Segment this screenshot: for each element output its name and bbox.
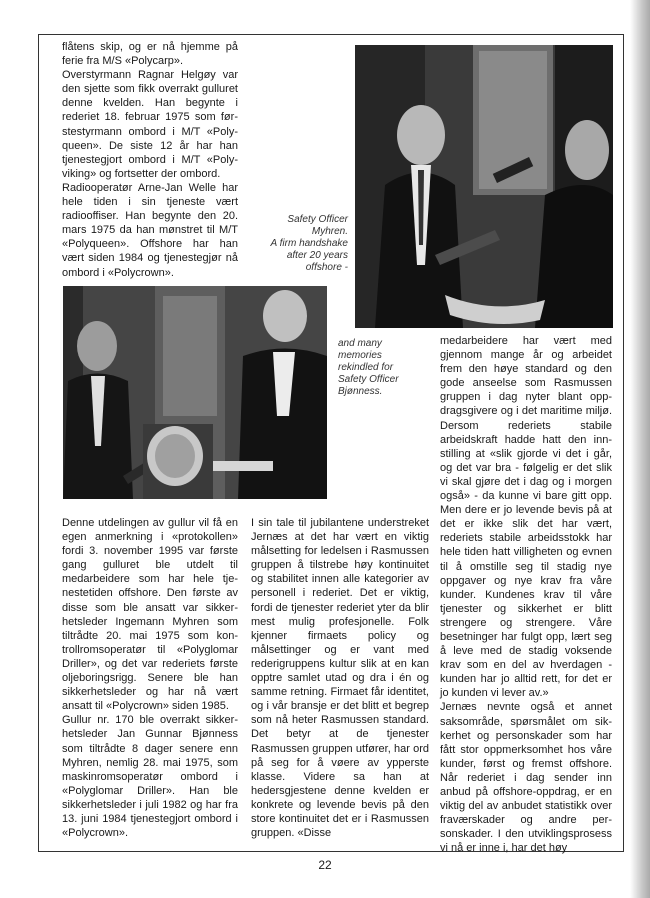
paragraph: I sin tale til jubilantene understreket Jernæs at det har vært en viktig målsetting for ledelsen i Rasmussen gruppen å tilstrebe høy kontinuitet og stabilitet innen alle kategorier av personell i rederiet. Det er viktig, fordi de tjenester rederiet yter da blir mest mulig profesjonelle. Folk kjenner firmaets policy og målsettinger og er vant med rederigruppens kultur slik at en kan opptre samlet utad og dra i én og samme retning. Firmaet får identitet, og i vår bransje er det blitt et begrep som nå heter Rasmussen standard. Det betyr at de tjenester Rasmussen gruppen utfører, har ord på seg for å vøere av ypperste klasse. Videre sa han at hedersgjestene denne kvelden er konkrete og levende bevis på den store kontinuitet det er i Rasmussen gruppen. «Disse [251,517,429,840]
paragraph: Radiooperatør Arne-Jan Welle har hele tiden i sin tjeneste vært radiooffiser. Han begynte den 20. mars 1975 da han mønstret til M/T «Polyqueen». Offshore har han vært siden 1984 og tjenestegjør nå ombord i «Polycrown». [62,181,238,279]
paragraph: medarbeidere har vært med gjennom mange år og arbeidet frem den høye standard og den gode anseelse som Rasmussen gruppen i dag nyter blant oppdragsgivere og i det maritime miljø. Dersom rederiets stabile arbeidskraft hadde hatt den innstilling at «slik gjorde vi det i går, og det var bra - følgelig er det slik vi skal gjøre det i dag og i morgen også» - da kunne vi bare gitt opp. Men dere er jo levende bevis på at det er ikke slik det har vært, rederiets stabile arbeidsstokk har hele tiden hatt villigheten og evnen til å omstille seg til stadig nye oppgaver og nye krav fra våre kunder. Kundenes krav til våre tjenester og sikkerhet er blitt strengere og strengere. Våre besetninger har fulgt opp, lært seg å leve med de stadig voksende krav som en del av hverdagen - kunden har jo alltid rett, for det er jo kunden vi lever av.» [440,335,612,700]
text-column-right [440,334,612,855]
text-column-bottom-middle [251,516,429,840]
text-column-top-left [62,40,238,280]
paragraph: Denne utdelingen av gullur vil få en egen anmerkning i «protokollen» fordi 3. november 1995 var første gang gulluret ble utdelt til medarbeidere som har hele tjenestetiden offshore. Den første av disse som ble ansatt var sikkerhetsleder Ingemann Myhren som tiltrådte 20. mai 1975 som kontrollromsoperatør til «Polyglomar Driller», og det var rederiets første oljeboringsrigg. Senere ble han sikkerhetsleder og har nå vært ansatt til «Polycrown» siden 1985. [62,517,238,713]
photo-caption-top: Safety Officer Myhren. A firm handshake after 20 years offshore - [270,214,348,273]
paragraph: Overstyrmann Ragnar Helgøy var den sjette som fikk overrakt gulluret denne kvelden. Han begynte i rederiet 18. februar 1975 som førstestyrmann ombord i M/T «Polyqueen». De siste 12 år har han tjenestegjort ombord i M/T «Polyviking» og fortsetter der ombord. [62,69,238,180]
page-number: 22 [318,858,332,872]
text-column-bottom-left [62,516,238,840]
paragraph: Jernæs nevnte også et annet saksområde, spørsmålet om sikkerhet og personskader som har fått stor oppmerksomhet hos våre kunder, først og fremst offshore. Når rederiet i dag sender inn anbud på offshore-oppdrag, er en viktig del av anbudet statistikk over fraværskader og andre personskader. I den utviklingsprosess vi nå er inne i, har det høy [440,701,612,855]
photo-caption-bottom: and many memories rekindled for Safety Officer Bjønness. [338,338,399,397]
page-edge-shadow [630,0,650,898]
paragraph: flåtens skip, og er nå hjemme på ferie fra M/S «Polycarp». [62,41,238,68]
paragraph: Gullur nr. 170 ble overrakt sikkerhetsleder Jan Gunnar Bjønness som tiltrådte 8 dager senere enn Myhren, nemlig 28. mai 1975, som maskinromsoperatør ombord i «Polyglomar Driller». Han ble sikkerhetsleder i juli 1982 og har fra 13. juni 1984 tjenestegjort ombord i «Polycrown». [62,714,238,840]
photo-handshake [355,45,613,328]
photo-speaker-at-lectern [63,286,327,499]
